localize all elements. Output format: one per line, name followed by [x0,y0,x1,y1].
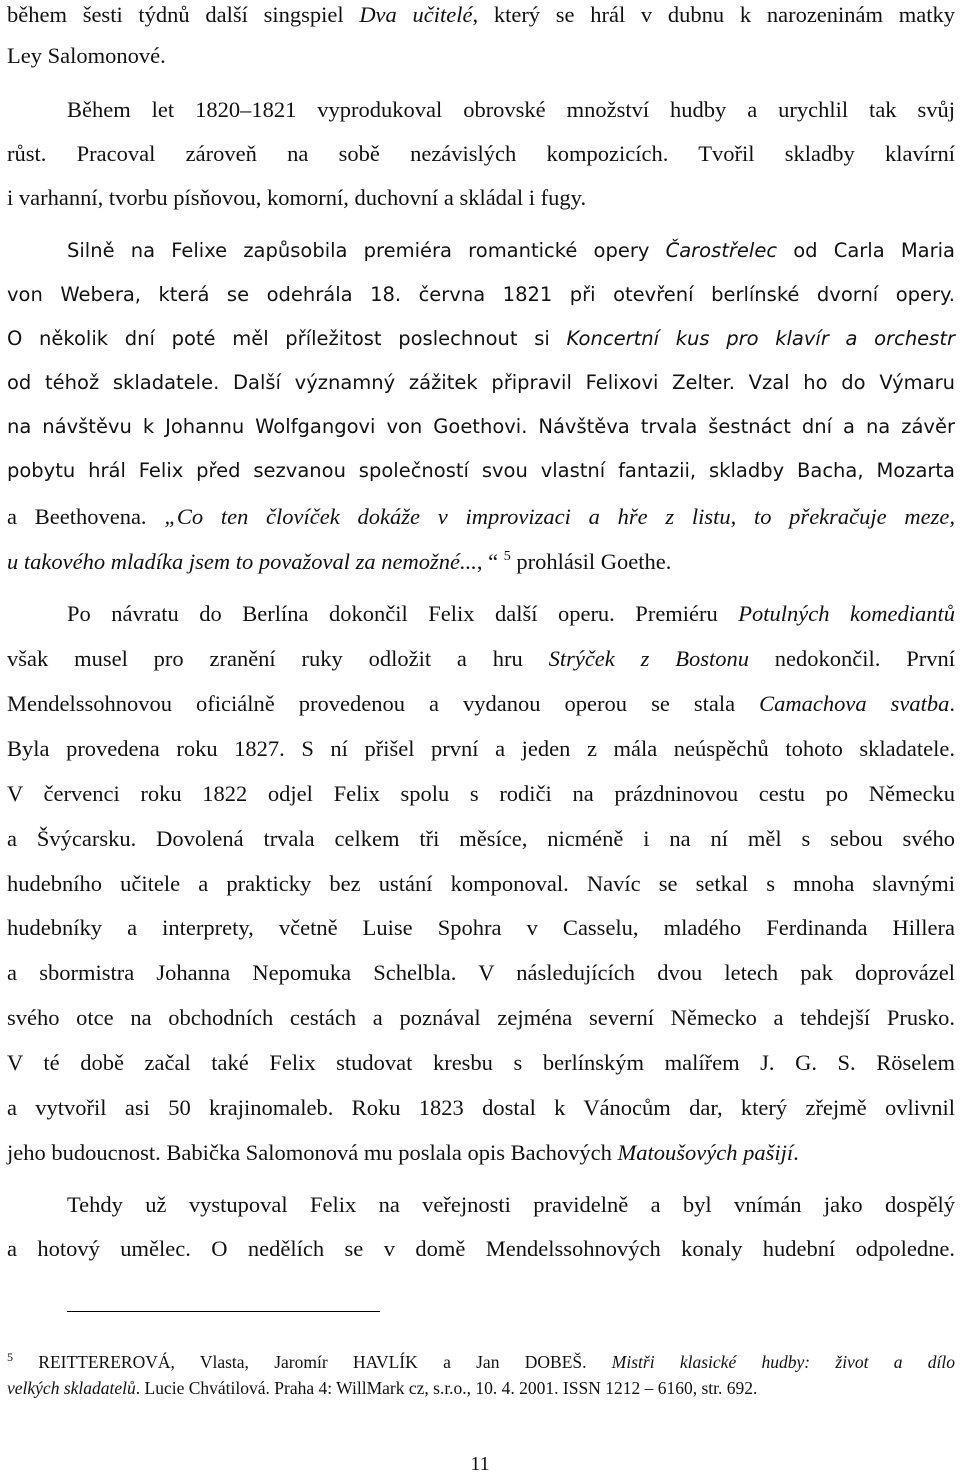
footnote-separator [67,1311,380,1312]
text-line [7,547,955,577]
text-line [7,183,955,213]
text-span: jeho budoucnost. Babička Salomonová mu poslala opis Bachových [7,1140,618,1165]
text-line [7,1003,955,1033]
text-span: a hotový umělec. O nedělích se v domě Mendelssohnových konaly hudební odpoledne. [7,1236,955,1261]
text-line [7,824,955,854]
footnote-ref: 5 [7,1350,13,1364]
text-span: hudebníky a interprety, včetně Luise Spohra v Casselu, mladého Ferdinanda Hillera [7,915,955,940]
text-line [7,869,955,899]
italic-text: velkých skladatelů [7,1378,136,1398]
text-span: i varhanní, tvorbu písňovou, komorní, duchovní a skládal i fugy. [7,185,587,210]
text-line [7,734,955,764]
italic-text: „Co ten človíček dokáže v improvizaci a hře z listu, to překračuje meze, [164,504,955,529]
text-span: svého otce na obchodních cestách a poznával zejména severní Německo a tehdejší Prusko. [7,1005,955,1030]
text-span: od téhož skladatele. Další významný zážitek připravil Felixovi Zelter. Vzal ho do Výmaru [7,371,955,394]
italic-text: u takového mladíka jsem to považoval za nemožné... [7,549,477,574]
text-line [67,95,955,125]
text-line [7,1093,955,1123]
text-span: a sbormistra Johanna Nepomuka Schelbla. V následujících dvou letech pak doprovázel [7,960,955,985]
text-span: . Lucie Chvátilová. Praha 4: WillMark cz, s.r.o., 10. 4. 2001. ISSN 1212 – 6160, str. 692. [135,1378,758,1398]
text-span: Byla provedena roku 1827. S ní přišel první a jeden z mála neúspěchů tohoto skladatele. [7,736,955,761]
text-line [67,1190,955,1220]
text-line [7,280,955,310]
text-span: a Švýcarsku. Dovolená trvala celkem tři měsíce, nicméně i na ní měl s sebou svého [7,826,955,851]
text-span: Tehdy už vystupoval Felix na veřejnosti pravidelně a byl vnímán jako dospělý [67,1192,955,1217]
italic-text: Strýček z Bostonu [548,646,749,671]
text-line [7,913,955,943]
footnote-line [7,1350,955,1374]
italic-text: Dva učitelé [359,2,473,27]
text-line [67,599,955,629]
text-span: růst. Pracoval zároveň na sobě nezávislých kompozicích. Tvořil skladby klavírní [7,141,955,166]
page-number: 11 [470,1453,490,1475]
text-span: O několik dní poté měl příležitost poslechnout si [7,327,567,350]
text-line [7,324,955,354]
text-span: V červenci roku 1822 odjel Felix spolu s rodiči na prázdninovou cestu po Německu [7,781,955,806]
text-line [7,689,955,719]
text-span: pobytu hrál Felix před sezvanou společností svou vlastní fantazii, skladby Bacha, Mozarta [7,459,955,482]
text-span: Ley Salomonové. [7,43,166,68]
text-span: na návštěvu k Johannu Wolfgangovi von Goethovi. Návštěva trvala šestnáct dní a na závěr [7,415,955,438]
text-span: hudebního učitele a prakticky bez ustání komponoval. Navíc se setkal s mnoha slavnými [7,871,955,896]
text-span: Mendelssohnovou oficiálně provedenou a vydanou operou se stala [7,691,760,716]
text-line [7,644,955,674]
text-span: . [949,691,955,716]
text-span: však musel pro zranění ruky odložit a hru [7,646,549,671]
text-span: Po návratu do Berlína dokončil Felix další operu. Premiéru [67,601,739,626]
text-line [7,1138,955,1168]
text-line [7,456,955,486]
text-span: prohlásil Goethe. [510,549,672,574]
text-span: od Carla Maria [777,239,955,262]
italic-text: Mistři klasické hudby: život a dílo [611,1352,955,1372]
italic-text: Koncertní kus pro klavír a orchestr [566,327,956,350]
text-line [7,502,955,532]
text-span: von Webera, která se odehrála 18. června 1821 při otevření berlínské dvorní opery. [7,283,955,306]
text-line [7,368,955,398]
text-span: REITTEREROVÁ, Vlasta, Jaromír HAVLÍK a Jan DOBEŠ. [13,1352,612,1372]
text-span: nedokončil. První [748,646,955,671]
italic-text: Čarostřelec [665,239,778,262]
italic-text: Camachova svatba [759,691,950,716]
text-line [7,1048,955,1078]
text-span: . [793,1140,799,1165]
text-line [7,139,955,169]
text-span: V té době začal také Felix studovat kresbu s berlínským malířem J. G. S. Röselem [7,1050,955,1075]
text-line [7,41,955,71]
text-line [7,779,955,809]
text-line [7,1234,955,1264]
text-span: a Beethovena. [7,504,165,529]
text-span: Silně na Felixe zapůsobila premiéra romantické opery [67,239,666,262]
text-line [7,0,955,30]
text-span: Během let 1820–1821 vyprodukoval obrovské množství hudby a urychlil tak svůj [67,97,955,122]
text-line [7,958,955,988]
text-line [67,236,955,266]
text-span: , “ [476,549,504,574]
footnote-ref: 5 [503,549,511,564]
text-span: a vytvořil asi 50 krajinomaleb. Roku 1823 dostal k Vánocům dar, který zřejmě ovlivnil [7,1095,955,1120]
text-span: , který se hrál v dubnu k narozeninám matky [472,2,955,27]
text-span: během šesti týdnů další singspiel [7,2,360,27]
italic-text: Potulných komediantů [738,601,955,626]
footnote-line [7,1376,955,1400]
text-line [7,412,955,442]
italic-text: Matoušových pašijí [617,1140,794,1165]
